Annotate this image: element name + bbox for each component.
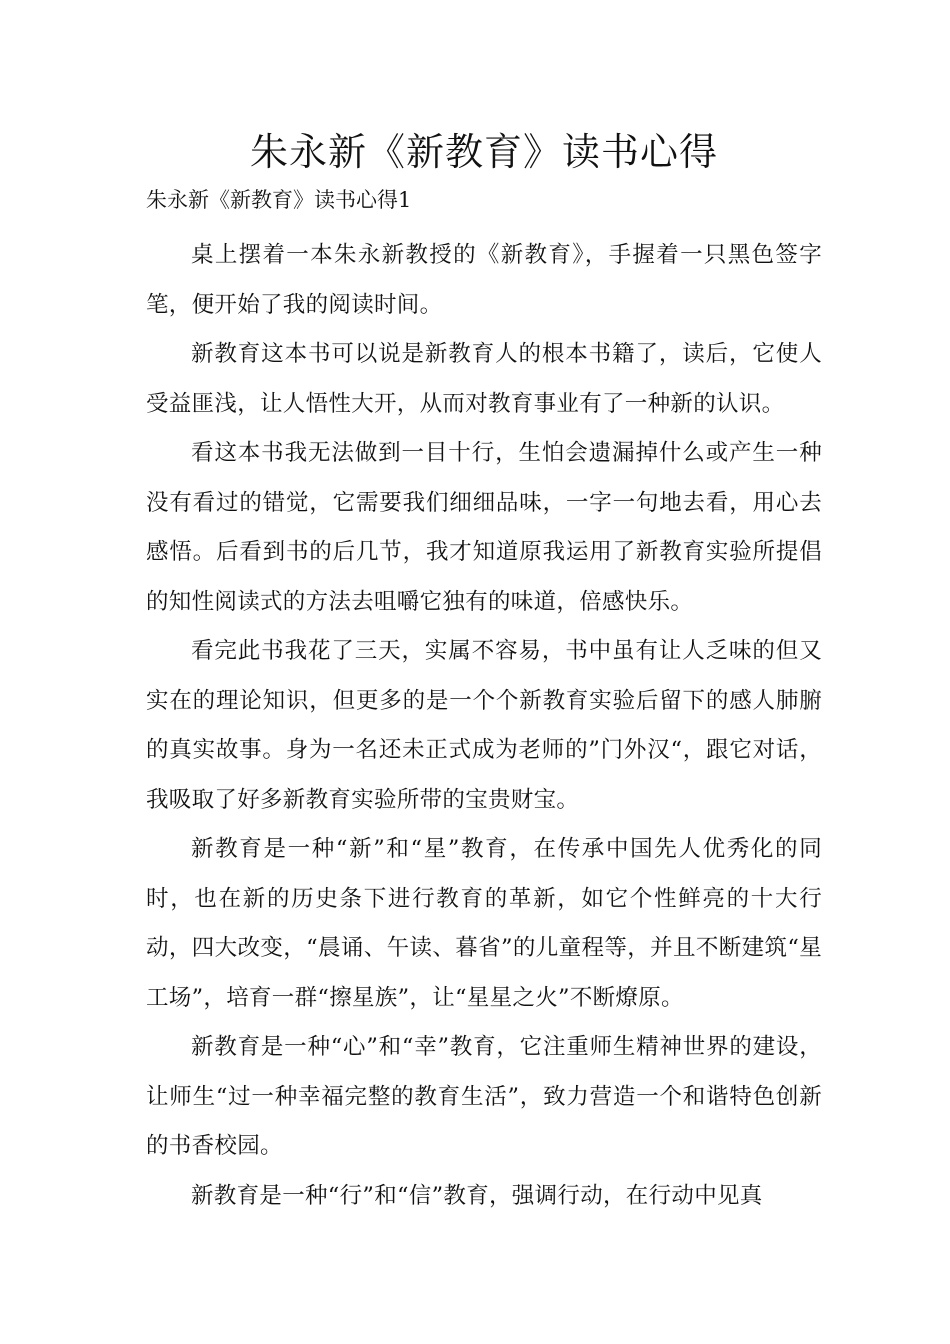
- document-subtitle: 朱永新《新教育》读书心得1: [146, 188, 412, 212]
- paragraph: 看这本书我无法做到一目十行，生怕会遗漏掉什么或产生一种没有看过的错觉，它需要我们细细品味，一字一句地去看，用心去感悟。后看到书的后几节，我才知道原我运用了新教育实验所提倡的知性阅读式的方法去咀嚼它独有的味道，倍感快乐。: [146, 440, 822, 615]
- document-body: [146, 125, 822, 1221]
- paragraph: 桌上摆着一本朱永新教授的《新教育》，手握着一只黑色签字笔，便开始了我的阅读时间。: [146, 242, 822, 318]
- paragraph: 新教育是一种“行”和“信”教育，强调行动，在行动中见真: [191, 1182, 763, 1209]
- paragraph: 新教育这本书可以说是新教育人的根本书籍了，读后，它使人受益匪浅，让人悟性大开，从而对教育事业有了一种新的认识。: [146, 341, 822, 417]
- paragraph: 新教育是一种“心”和“幸”教育，它注重师生精神世界的建设，让师生“过一种幸福完整的教育生活”，致力营造一个和谐特色创新的书香校园。: [146, 1034, 822, 1159]
- document-title: 朱永新《新教育》读书心得: [249, 130, 718, 174]
- paragraph: 看完此书我花了三天，实属不容易，书中虽有让人乏味的但又实在的理论知识，但更多的是一个个新教育实验后留下的感人肺腑的真实故事。身为一名还未正式成为老师的”门外汉“，跟它对话，我吸取了好多新教育实验所带的宝贵财宝。: [146, 638, 822, 813]
- paragraph: 新教育是一种“新”和“星”教育，在传承中国先人优秀化的同时，也在新的历史条下进行教育的革新，如它个性鲜亮的十大行动，四大改变，“晨诵、午读、暮省”的儿童程等，并且不断建筑“星工场”，培育一群“擦星族”，让“星星之火”不断燎原。: [146, 836, 822, 1011]
